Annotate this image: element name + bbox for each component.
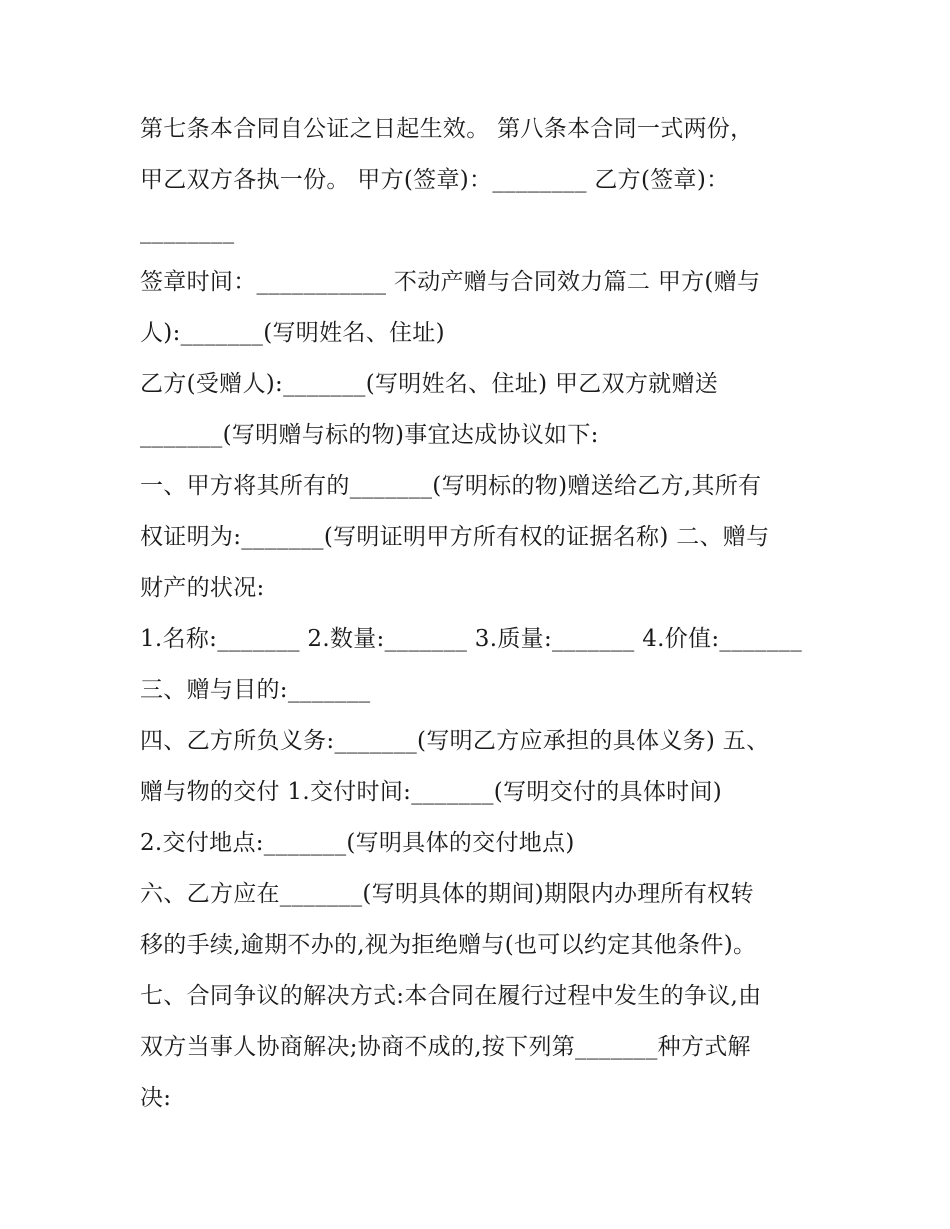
text-line: 一、甲方将其所有的_______(写明标的物)赠送给乙方,其所有 <box>140 473 762 499</box>
text-line: 六、乙方应在_______(写明具体的期间)期限内办理所有权转 <box>140 881 754 907</box>
text-line: 第七条本合同自公证之日起生效。 第八条本合同一式两份， <box>140 116 754 142</box>
text-line: 2.交付地点:_______(写明具体的交付地点) <box>140 830 575 856</box>
text-line: 签章时间：___________ 不动产赠与合同效力篇二 甲方(赠与 <box>140 269 761 295</box>
text-line: 1.名称:_______ 2.数量:_______ 3.质量:_______ 4.价值:_______ <box>140 626 803 652</box>
text-line: 七、合同争议的解决方式:本合同在履行过程中发生的争议,由 <box>140 983 762 1009</box>
text-line: 四、乙方所负义务:_______(写明乙方应承担的具体义务) 五、 <box>140 728 770 754</box>
text-line: ________ <box>140 218 235 244</box>
text-line: 甲乙双方各执一份。 甲方(签章)：________ 乙方(签章)： <box>140 167 730 193</box>
text-line: 赠与物的交付 1.交付时间:_______(写明交付的具体时间) <box>140 779 723 805</box>
text-line: 权证明为:_______(写明证明甲方所有权的证据名称) 二、赠与 <box>140 524 770 550</box>
text-line: 三、赠与目的:_______ <box>140 677 371 703</box>
text-line: 财产的状况: <box>140 575 265 601</box>
document-page <box>140 104 820 1124</box>
text-line: 决: <box>140 1085 172 1111</box>
text-line: 移的手续,逾期不办的,视为拒绝赠与(也可以约定其他条件)。 <box>140 932 757 958</box>
text-line: 双方当事人协商解决;协商不成的,按下列第_______种方式解 <box>140 1034 751 1060</box>
text-line: 人):_______(写明姓名、住址) <box>140 320 445 346</box>
text-line: _______(写明赠与标的物)事宜达成协议如下: <box>140 422 599 448</box>
text-line: 乙方(受赠人):_______(写明姓名、住址) 甲乙双方就赠送 <box>140 371 719 397</box>
